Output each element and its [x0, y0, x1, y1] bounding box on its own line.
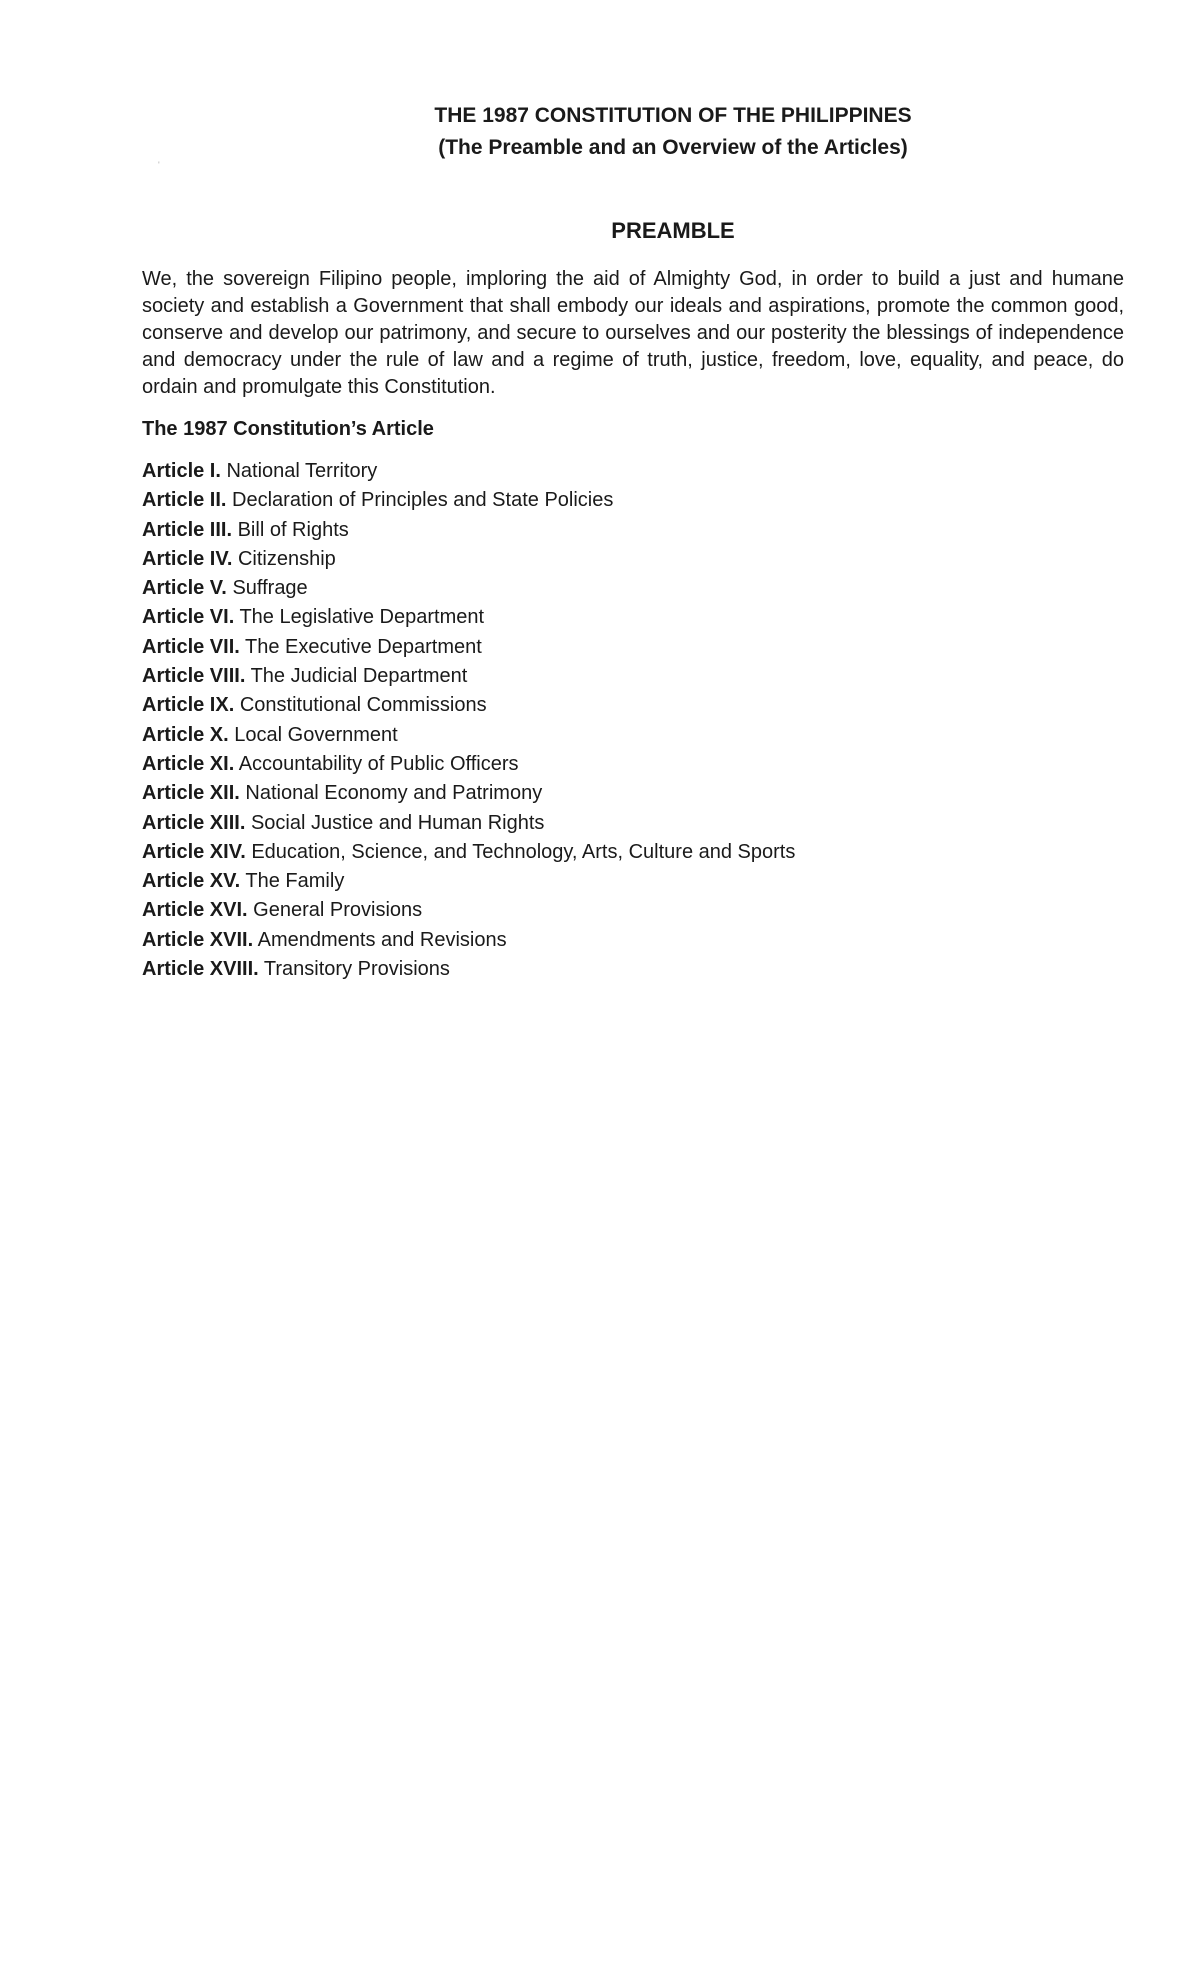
article-number: Article XIV.	[142, 840, 246, 863]
article-title: Constitutional Commissions	[239, 694, 487, 717]
article-number: Article VII.	[142, 635, 240, 658]
articles-heading: The 1987 Constitution’s Article	[142, 418, 434, 440]
article-number: Article XIII.	[142, 811, 246, 834]
list-item	[142, 662, 1124, 691]
list-item	[142, 603, 1124, 632]
article-number: Article XI.	[142, 752, 235, 775]
article-title: The Family	[245, 870, 345, 893]
list-item	[142, 574, 1124, 603]
article-number: Article XVIII.	[142, 958, 259, 981]
article-title: Citizenship	[237, 547, 336, 570]
list-item	[142, 779, 1124, 808]
article-title: Transitory Provisions	[263, 958, 450, 981]
list-item	[142, 750, 1124, 779]
article-number: Article III.	[142, 518, 233, 541]
list-item	[142, 838, 1124, 867]
article-title: The Executive Department	[245, 635, 482, 658]
article-number: Article XV.	[142, 870, 241, 893]
article-number: Article XVI.	[142, 899, 248, 922]
list-item	[142, 955, 1124, 984]
article-title: National Economy and Patrimony	[245, 782, 543, 805]
article-title: The Legislative Department	[239, 606, 485, 629]
stray-mark: '	[158, 160, 160, 170]
article-title: Education, Science, and Technology, Arts, Culture and Sports	[251, 840, 796, 863]
article-title: National Territory	[226, 460, 378, 482]
list-item	[142, 486, 1124, 515]
article-title: Social Justice and Human Rights	[250, 811, 545, 834]
document-subtitle: (The Preamble and an Overview of the Articles)	[438, 136, 908, 159]
article-title: Accountability of Public Officers	[238, 752, 519, 775]
list-item	[142, 926, 1124, 955]
preamble-text: We, the sovereign Filipino people, imploring the aid of Almighty God, in order to build a just and humane society and establish a Government that shall embody our ideals and aspirations, promote the common good, conserve and develop our patrimony, and secure to ourselves and our posterity the blessings of independence and democracy under the rule of law and a regime of truth, justice, freedom, love, equality, and peace, do ordain and promulgate this Constitution.	[142, 268, 1124, 398]
list-item	[142, 809, 1124, 838]
article-number: Article I.	[142, 460, 221, 482]
article-number: Article XVII.	[142, 928, 254, 951]
article-number: Article IX.	[142, 694, 235, 717]
article-title: Suffrage	[232, 577, 308, 600]
document-title: THE 1987 CONSTITUTION OF THE PHILIPPINES	[434, 104, 912, 127]
article-number: Article IV.	[142, 547, 233, 570]
article-title: Amendments and Revisions	[257, 928, 507, 951]
list-item	[142, 516, 1124, 545]
article-number: Article II.	[142, 489, 227, 512]
title-block	[222, 100, 1124, 164]
list-item	[142, 867, 1124, 896]
article-title: Local Government	[234, 723, 398, 746]
list-item	[142, 545, 1124, 574]
article-title: Declaration of Principles and State Policies	[232, 489, 614, 512]
list-item	[142, 633, 1124, 662]
list-item	[142, 691, 1124, 720]
article-number: Article X.	[142, 723, 229, 746]
article-number: Article VIII.	[142, 665, 246, 688]
article-number: Article V.	[142, 577, 227, 600]
list-item	[142, 721, 1124, 750]
article-title: The Judicial Department	[250, 665, 468, 688]
article-number: Article XII.	[142, 782, 240, 805]
preamble-heading: PREAMBLE	[611, 218, 735, 243]
article-title: General Provisions	[253, 899, 423, 922]
article-number: Article VI.	[142, 606, 235, 629]
list-item	[142, 896, 1124, 925]
document-page	[142, 100, 1124, 984]
article-title: Bill of Rights	[237, 518, 349, 541]
list-item	[142, 457, 1124, 486]
article-list	[142, 457, 1124, 984]
